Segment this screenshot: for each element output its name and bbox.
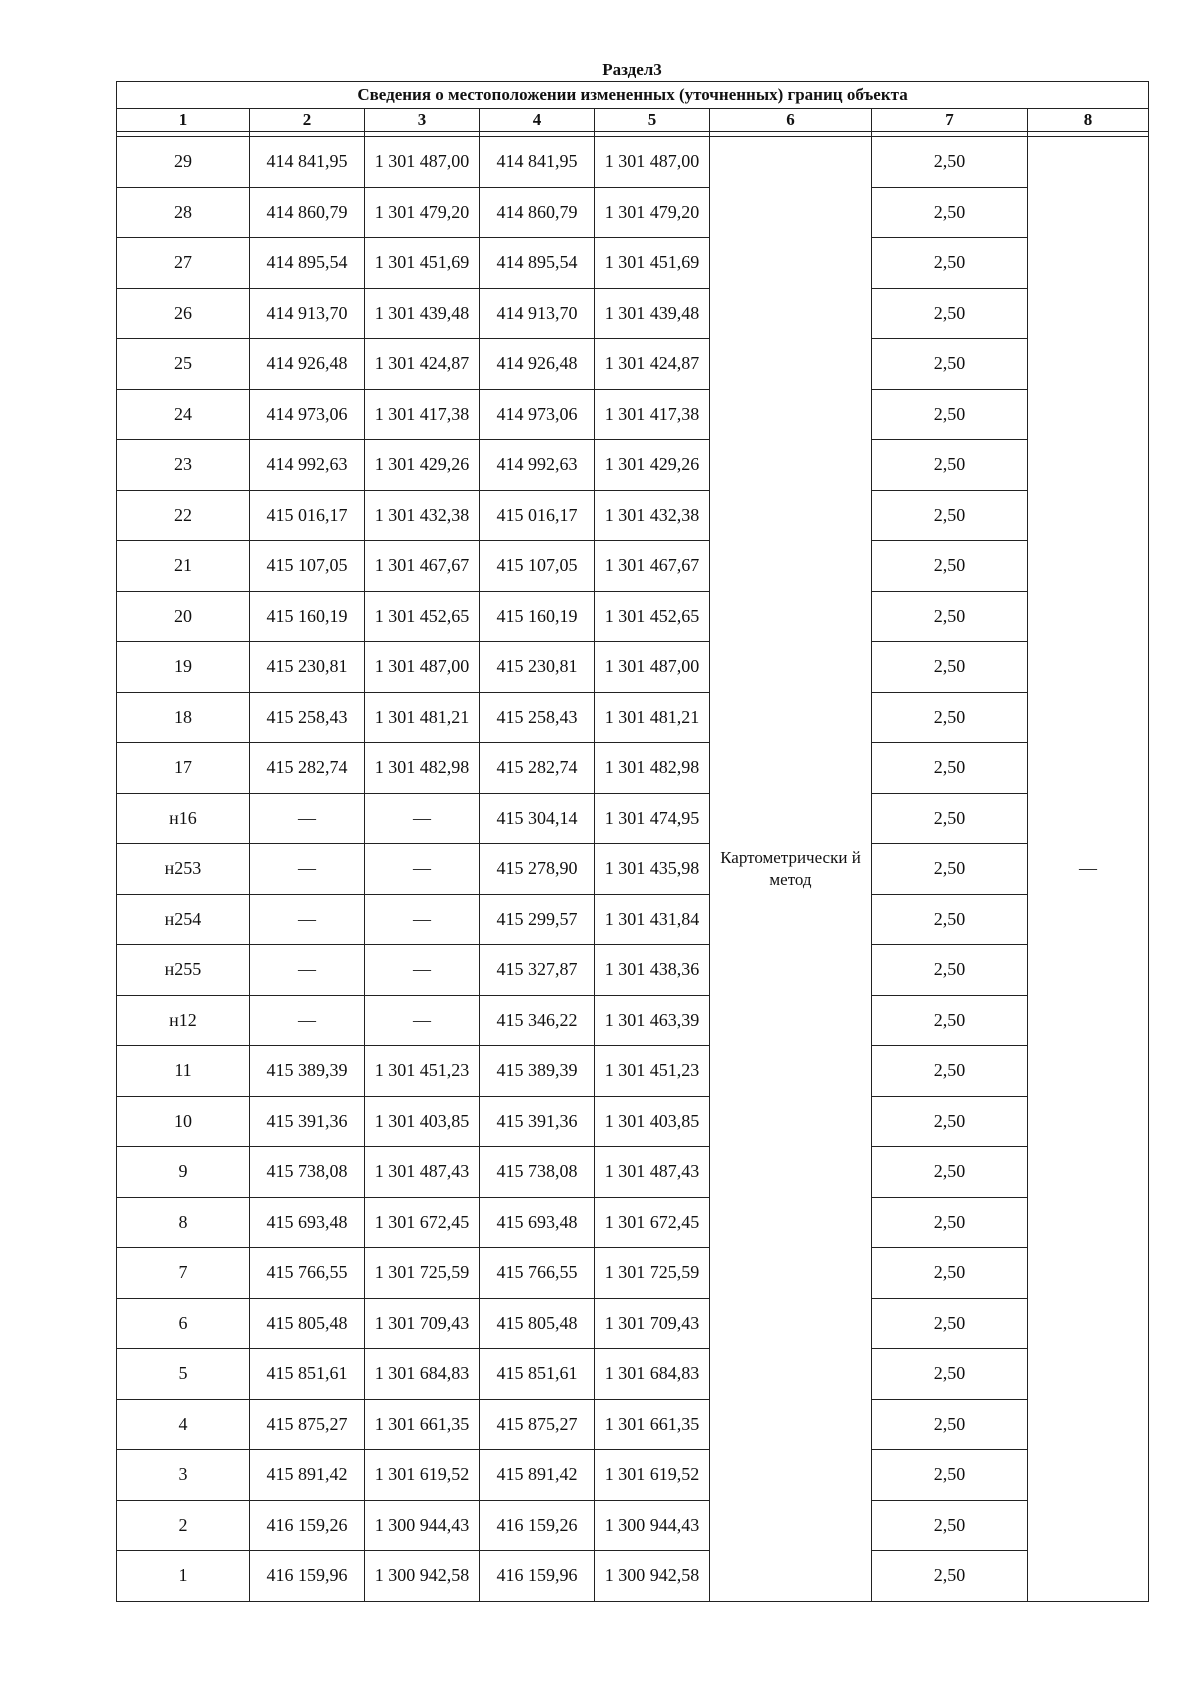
cell-x-new: 415 016,17 [480,490,595,541]
table-row [117,995,1149,1046]
column-number: 3 [365,109,480,132]
cell-accuracy: 2,50 [872,1197,1028,1248]
cell-method: Картометрически й метод [710,137,872,1602]
cell-accuracy: 2,50 [872,541,1028,592]
table-row [117,844,1149,895]
cell-x-new: 415 851,61 [480,1349,595,1400]
table-row [117,541,1149,592]
cell-x-old: — [250,995,365,1046]
table-row [117,945,1149,996]
table-row [117,238,1149,289]
cell-x-old: 415 891,42 [250,1450,365,1501]
cell-y-new: 1 301 463,39 [595,995,710,1046]
cell-y-new: 1 301 432,38 [595,490,710,541]
cell-x-old: 414 913,70 [250,288,365,339]
cell-y-new: 1 301 424,87 [595,339,710,390]
cell-x-new: 416 159,26 [480,1500,595,1551]
cell-x-new: 415 389,39 [480,1046,595,1097]
cell-x-new: 415 160,19 [480,591,595,642]
table-row [117,1197,1149,1248]
cell-y-new: 1 301 481,21 [595,692,710,743]
cell-point: н16 [117,793,250,844]
cell-accuracy: 2,50 [872,1500,1028,1551]
cell-y-new: 1 301 684,83 [595,1349,710,1400]
cell-x-new: 415 346,22 [480,995,595,1046]
cell-x-new: 415 299,57 [480,894,595,945]
boundary-coordinates-table [116,81,1149,1602]
cell-y-old: 1 301 481,21 [365,692,480,743]
cell-point: 10 [117,1096,250,1147]
cell-point: н253 [117,844,250,895]
table-row [117,1500,1149,1551]
cell-x-new: 414 841,95 [480,137,595,188]
cell-accuracy: 2,50 [872,1298,1028,1349]
cell-y-new: 1 301 474,95 [595,793,710,844]
table-caption-row [117,82,1149,109]
cell-y-new: 1 301 451,69 [595,238,710,289]
cell-accuracy: 2,50 [872,642,1028,693]
table-row [117,894,1149,945]
cell-point: 8 [117,1197,250,1248]
cell-accuracy: 2,50 [872,995,1028,1046]
table-row [117,1551,1149,1602]
table-row [117,1096,1149,1147]
column-number: 6 [710,109,872,132]
cell-point: 4 [117,1399,250,1450]
cell-y-old: 1 301 709,43 [365,1298,480,1349]
table-row [117,137,1149,188]
cell-x-old: 415 851,61 [250,1349,365,1400]
column-number: 5 [595,109,710,132]
cell-accuracy: 2,50 [872,1399,1028,1450]
table-row [117,692,1149,743]
cell-y-new: 1 301 661,35 [595,1399,710,1450]
column-number-row [117,109,1149,132]
cell-accuracy: 2,50 [872,339,1028,390]
cell-x-new: 414 913,70 [480,288,595,339]
cell-column8: — [1028,137,1149,1602]
cell-y-old: 1 301 487,00 [365,642,480,693]
cell-point: 1 [117,1551,250,1602]
cell-x-old: — [250,894,365,945]
column-number: 8 [1028,109,1149,132]
cell-accuracy: 2,50 [872,1349,1028,1400]
cell-x-old: 414 860,79 [250,187,365,238]
cell-point: 24 [117,389,250,440]
cell-point: 17 [117,743,250,794]
table-row [117,591,1149,642]
section-title: Раздел3 [602,60,662,79]
cell-accuracy: 2,50 [872,1551,1028,1602]
cell-x-old: — [250,945,365,996]
cell-accuracy: 2,50 [872,490,1028,541]
cell-x-new: 415 107,05 [480,541,595,592]
cell-point: 18 [117,692,250,743]
cell-point: 25 [117,339,250,390]
cell-x-old: 415 805,48 [250,1298,365,1349]
cell-accuracy: 2,50 [872,238,1028,289]
cell-point: 3 [117,1450,250,1501]
cell-x-old: 415 258,43 [250,692,365,743]
cell-x-old: 414 973,06 [250,389,365,440]
table-row [117,1399,1149,1450]
cell-x-old: 416 159,96 [250,1551,365,1602]
cell-x-new: 415 258,43 [480,692,595,743]
table-row [117,339,1149,390]
cell-accuracy: 2,50 [872,137,1028,188]
cell-y-new: 1 301 417,38 [595,389,710,440]
cell-y-old: — [365,945,480,996]
cell-y-new: 1 300 942,58 [595,1551,710,1602]
table-row [117,642,1149,693]
cell-x-new: 415 693,48 [480,1197,595,1248]
cell-y-new: 1 301 709,43 [595,1298,710,1349]
cell-y-old: 1 301 467,67 [365,541,480,592]
cell-x-old: 415 107,05 [250,541,365,592]
cell-point: 26 [117,288,250,339]
cell-y-new: 1 301 438,36 [595,945,710,996]
cell-x-new: 416 159,96 [480,1551,595,1602]
table-row [117,389,1149,440]
cell-x-old: 415 282,74 [250,743,365,794]
cell-y-old: 1 301 451,69 [365,238,480,289]
cell-y-old: 1 301 429,26 [365,440,480,491]
cell-x-new: 414 895,54 [480,238,595,289]
cell-point: 20 [117,591,250,642]
table-row [117,440,1149,491]
cell-y-new: 1 301 452,65 [595,591,710,642]
cell-y-old: 1 301 403,85 [365,1096,480,1147]
table-row [117,1248,1149,1299]
column-number: 4 [480,109,595,132]
cell-point: 19 [117,642,250,693]
cell-point: 6 [117,1298,250,1349]
cell-y-old: 1 301 424,87 [365,339,480,390]
cell-y-new: 1 301 487,43 [595,1147,710,1198]
cell-accuracy: 2,50 [872,1147,1028,1198]
cell-x-new: 414 926,48 [480,339,595,390]
cell-y-old: — [365,793,480,844]
cell-y-old: 1 301 487,43 [365,1147,480,1198]
cell-point: 27 [117,238,250,289]
cell-x-new: 414 992,63 [480,440,595,491]
cell-y-new: 1 301 487,00 [595,642,710,693]
cell-y-new: 1 301 672,45 [595,1197,710,1248]
cell-x-new: 415 875,27 [480,1399,595,1450]
cell-accuracy: 2,50 [872,894,1028,945]
cell-y-new: 1 301 431,84 [595,894,710,945]
cell-y-new: 1 301 435,98 [595,844,710,895]
cell-y-new: 1 301 482,98 [595,743,710,794]
cell-x-new: 415 304,14 [480,793,595,844]
cell-y-old: 1 301 479,20 [365,187,480,238]
cell-y-old: 1 301 672,45 [365,1197,480,1248]
cell-x-old: 414 926,48 [250,339,365,390]
cell-x-new: 415 805,48 [480,1298,595,1349]
cell-x-old: 414 992,63 [250,440,365,491]
cell-accuracy: 2,50 [872,945,1028,996]
cell-y-old: 1 301 432,38 [365,490,480,541]
cell-accuracy: 2,50 [872,389,1028,440]
table-row [117,1298,1149,1349]
table-row [117,490,1149,541]
cell-x-new: 415 230,81 [480,642,595,693]
table-row [117,743,1149,794]
cell-x-new: 414 973,06 [480,389,595,440]
cell-x-new: 415 327,87 [480,945,595,996]
cell-y-new: 1 301 429,26 [595,440,710,491]
cell-x-old: 415 693,48 [250,1197,365,1248]
cell-accuracy: 2,50 [872,793,1028,844]
table-row [117,288,1149,339]
cell-y-old: 1 301 725,59 [365,1248,480,1299]
cell-accuracy: 2,50 [872,692,1028,743]
cell-x-old: — [250,844,365,895]
cell-y-new: 1 301 725,59 [595,1248,710,1299]
cell-x-old: 415 875,27 [250,1399,365,1450]
cell-y-new: 1 301 479,20 [595,187,710,238]
cell-accuracy: 2,50 [872,1248,1028,1299]
cell-y-new: 1 300 944,43 [595,1500,710,1551]
cell-y-old: 1 301 661,35 [365,1399,480,1450]
cell-x-old: 415 391,36 [250,1096,365,1147]
cell-y-new: 1 301 487,00 [595,137,710,188]
cell-point: 22 [117,490,250,541]
cell-y-old: 1 301 452,65 [365,591,480,642]
cell-x-old: 416 159,26 [250,1500,365,1551]
cell-point: 29 [117,137,250,188]
cell-point: н254 [117,894,250,945]
cell-x-old: — [250,793,365,844]
cell-y-old: 1 301 451,23 [365,1046,480,1097]
cell-x-old: 415 389,39 [250,1046,365,1097]
column-number: 2 [250,109,365,132]
cell-y-old: 1 301 619,52 [365,1450,480,1501]
cell-accuracy: 2,50 [872,743,1028,794]
cell-y-new: 1 301 451,23 [595,1046,710,1097]
cell-y-old: 1 301 439,48 [365,288,480,339]
cell-x-old: 415 738,08 [250,1147,365,1198]
cell-y-old: — [365,844,480,895]
table-caption: Сведения о местоположении измененных (уточненных) границ объекта [117,82,1149,109]
table-row [117,793,1149,844]
cell-x-new: 415 891,42 [480,1450,595,1501]
cell-x-old: 415 766,55 [250,1248,365,1299]
cell-x-new: 415 278,90 [480,844,595,895]
table-row [117,187,1149,238]
cell-point: 21 [117,541,250,592]
cell-y-old: 1 300 942,58 [365,1551,480,1602]
cell-y-old: 1 300 944,43 [365,1500,480,1551]
cell-y-new: 1 301 619,52 [595,1450,710,1501]
cell-accuracy: 2,50 [872,1046,1028,1097]
cell-accuracy: 2,50 [872,187,1028,238]
cell-point: 7 [117,1248,250,1299]
cell-x-old: 415 160,19 [250,591,365,642]
column-number: 7 [872,109,1028,132]
cell-point: 5 [117,1349,250,1400]
cell-y-old: 1 301 684,83 [365,1349,480,1400]
table-body [117,137,1149,1602]
cell-y-new: 1 301 403,85 [595,1096,710,1147]
cell-accuracy: 2,50 [872,591,1028,642]
cell-point: 9 [117,1147,250,1198]
cell-x-old: 415 230,81 [250,642,365,693]
table-row [117,1046,1149,1097]
cell-x-old: 415 016,17 [250,490,365,541]
cell-point: 11 [117,1046,250,1097]
cell-point: 23 [117,440,250,491]
cell-y-old: 1 301 482,98 [365,743,480,794]
cell-point: 2 [117,1500,250,1551]
cell-x-new: 415 391,36 [480,1096,595,1147]
cell-x-new: 415 282,74 [480,743,595,794]
cell-y-old: 1 301 417,38 [365,389,480,440]
cell-accuracy: 2,50 [872,1096,1028,1147]
cell-accuracy: 2,50 [872,844,1028,895]
cell-y-new: 1 301 439,48 [595,288,710,339]
cell-x-new: 415 738,08 [480,1147,595,1198]
cell-y-old: 1 301 487,00 [365,137,480,188]
cell-x-new: 415 766,55 [480,1248,595,1299]
cell-point: н12 [117,995,250,1046]
cell-x-new: 414 860,79 [480,187,595,238]
cell-y-old: — [365,995,480,1046]
cell-accuracy: 2,50 [872,440,1028,491]
cell-accuracy: 2,50 [872,1450,1028,1501]
cell-accuracy: 2,50 [872,288,1028,339]
cell-x-old: 414 895,54 [250,238,365,289]
table-row [117,1349,1149,1400]
cell-point: 28 [117,187,250,238]
cell-x-old: 414 841,95 [250,137,365,188]
cell-y-new: 1 301 467,67 [595,541,710,592]
cell-point: н255 [117,945,250,996]
table-row [117,1147,1149,1198]
table-row [117,1450,1149,1501]
column-number: 1 [117,109,250,132]
cell-y-old: — [365,894,480,945]
